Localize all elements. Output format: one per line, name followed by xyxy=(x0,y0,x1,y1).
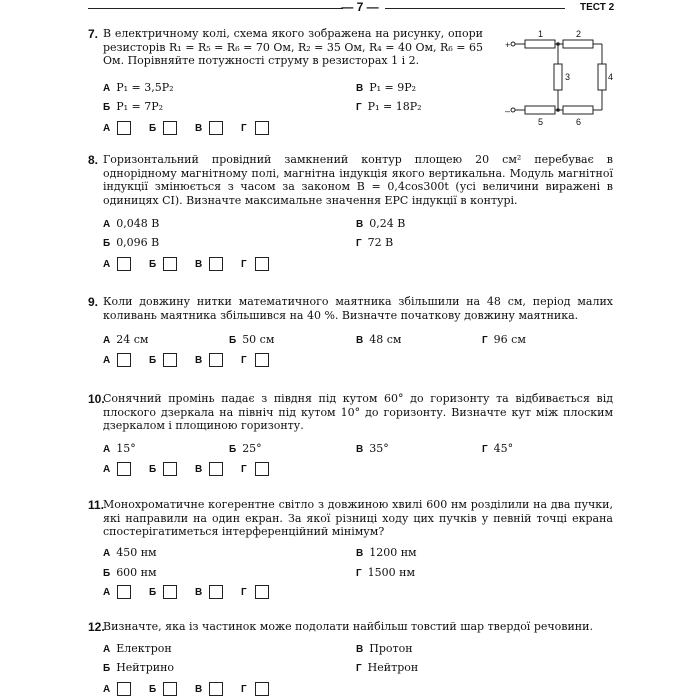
answer-choice xyxy=(149,257,177,271)
option-v: В P₁ = 9P₂ xyxy=(356,81,417,94)
answer-choice xyxy=(103,257,131,271)
option-b: Б 600 нм xyxy=(103,566,157,579)
resistor-1 xyxy=(525,40,555,48)
answer-choice xyxy=(149,585,177,599)
option-g: Г 45° xyxy=(482,442,514,455)
question-number: 9. xyxy=(88,295,99,309)
answer-checkbox[interactable] xyxy=(255,257,269,271)
answer-checkbox[interactable] xyxy=(209,585,223,599)
answer-letter: В xyxy=(195,463,203,475)
answer-checkbox[interactable] xyxy=(209,462,223,476)
option-g: Г 96 см xyxy=(482,333,526,346)
answer-letter: Б xyxy=(149,258,157,270)
option-b: Б 0,096 В xyxy=(103,236,160,249)
option-b: Б 50 см xyxy=(229,333,275,346)
option-g: Г P₁ = 18P₂ xyxy=(356,100,422,113)
answer-letter: Б xyxy=(149,354,157,366)
answer-checkbox[interactable] xyxy=(163,257,177,271)
answer-letter: Г xyxy=(241,354,247,366)
answer-letter: А xyxy=(103,463,111,475)
answer-checkbox[interactable] xyxy=(209,257,223,271)
answer-checkbox[interactable] xyxy=(117,585,131,599)
answer-letter: А xyxy=(103,683,111,695)
answer-checkbox[interactable] xyxy=(209,353,223,367)
answer-letter: Г xyxy=(241,463,247,475)
answer-letter: А xyxy=(103,586,111,598)
terminal-plus xyxy=(511,42,515,46)
answer-letter: В xyxy=(195,683,203,695)
answer-checkbox[interactable] xyxy=(163,585,177,599)
answer-choice xyxy=(195,462,223,476)
answer-choice xyxy=(149,121,177,135)
answer-letter: А xyxy=(103,122,111,134)
answer-choice xyxy=(195,257,223,271)
option-v: В 1200 нм xyxy=(356,546,417,559)
question-text: Монохроматичне когерентне світло з довжиною хвилі 600 нм розділили на два пучки, які направили на один екран. За якої різниці ходу цих пучків у певній точці екрана спостерігатиметься інтерференційний мінімум? xyxy=(103,498,613,538)
option-a: А 15° xyxy=(103,442,136,455)
answer-letter: А xyxy=(103,354,111,366)
option-a: А P₁ = 3,5P₂ xyxy=(103,81,174,94)
answer-choice xyxy=(103,462,131,476)
answer-letter: Б xyxy=(149,586,157,598)
label-r3: 3 xyxy=(565,72,571,82)
answer-checkbox[interactable] xyxy=(255,682,269,696)
answer-choice xyxy=(103,353,131,367)
option-b: Б 25° xyxy=(229,442,262,455)
question-text: В електричному колі, схема якого зображена на рисунку, опори резисторів R₁ = R₅ = R₆ = 70 Ом, R₂ = 35 Ом, R₄ = 40 Ом, R₆ = 65 Ом. Порівняйте потужності струму в резисторах 1 і 2. xyxy=(103,27,483,67)
circuit-diagram xyxy=(505,28,615,128)
answer-choice xyxy=(195,353,223,367)
answer-choice xyxy=(241,585,269,599)
answer-letter: Г xyxy=(241,122,247,134)
option-v: В 48 см xyxy=(356,333,402,346)
question-text: Визначте, яка із частинок може подолати найбільш товстий шар твердої речовини. xyxy=(103,620,593,633)
question-number: 12. xyxy=(88,620,105,634)
answer-checkbox[interactable] xyxy=(209,682,223,696)
answer-letter: Б xyxy=(149,122,157,134)
resistor-5 xyxy=(525,106,555,114)
question-text: Сонячний промінь падає з півдня під кутом 60° до горизонту та відбивається від плоского дзеркала на північ під кутом 10° до горизонту. Визначте кут між плоским дзеркалом і площиною горизонту. xyxy=(103,392,613,432)
answer-checkbox[interactable] xyxy=(163,682,177,696)
answer-choice xyxy=(241,257,269,271)
answer-letter: Б xyxy=(149,683,157,695)
answer-choice xyxy=(149,353,177,367)
label-r4: 4 xyxy=(608,72,614,82)
answer-checkbox[interactable] xyxy=(209,121,223,135)
answer-choice xyxy=(103,682,131,696)
question-number: 10. xyxy=(88,392,105,406)
answer-checkbox[interactable] xyxy=(117,257,131,271)
answer-choice xyxy=(103,585,131,599)
label-r5: 5 xyxy=(538,117,544,127)
label-r1: 1 xyxy=(538,29,544,39)
option-a: А Електрон xyxy=(103,642,172,655)
answer-checkbox[interactable] xyxy=(163,462,177,476)
answer-choice xyxy=(241,682,269,696)
option-a: А 24 см xyxy=(103,333,149,346)
answer-checkbox[interactable] xyxy=(255,121,269,135)
test-label: ТЕСТ 2 xyxy=(580,2,615,13)
label-r2: 2 xyxy=(576,29,582,39)
answer-letter: В xyxy=(195,586,203,598)
option-a: А 0,048 В xyxy=(103,217,160,230)
question-number: 8. xyxy=(88,153,99,167)
option-g: Г 1500 нм xyxy=(356,566,416,579)
answer-choice xyxy=(241,353,269,367)
question-number: 7. xyxy=(88,27,99,41)
question-number: 11. xyxy=(88,498,105,512)
option-g: Г 72 В xyxy=(356,236,394,249)
answer-checkbox[interactable] xyxy=(255,353,269,367)
resistor-2 xyxy=(563,40,593,48)
answer-letter: Г xyxy=(241,258,247,270)
answer-choice xyxy=(195,585,223,599)
label-minus: – xyxy=(505,106,511,116)
page-header xyxy=(0,0,700,16)
option-v: В Протон xyxy=(356,642,413,655)
answer-choice xyxy=(149,682,177,696)
answer-choice xyxy=(195,682,223,696)
answer-letter: В xyxy=(195,122,203,134)
answer-choice xyxy=(103,121,131,135)
answer-checkbox[interactable] xyxy=(117,682,131,696)
answer-checkbox[interactable] xyxy=(117,121,131,135)
answer-checkbox[interactable] xyxy=(255,585,269,599)
label-r6: 6 xyxy=(576,117,582,127)
answer-letter: Б xyxy=(149,463,157,475)
answer-letter: В xyxy=(195,258,203,270)
answer-letter: Г xyxy=(241,586,247,598)
answer-choice xyxy=(195,121,223,135)
option-b: Б P₁ = 7P₂ xyxy=(103,100,164,113)
option-v: В 35° xyxy=(356,442,389,455)
answer-checkbox[interactable] xyxy=(255,462,269,476)
answer-choice xyxy=(241,121,269,135)
option-a: А 450 нм xyxy=(103,546,157,559)
option-g: Г Нейтрон xyxy=(356,661,419,674)
option-v: В 0,24 В xyxy=(356,217,406,230)
answer-checkbox[interactable] xyxy=(117,462,131,476)
answer-checkbox[interactable] xyxy=(163,353,177,367)
answer-choice xyxy=(149,462,177,476)
answer-letter: Г xyxy=(241,683,247,695)
resistor-3 xyxy=(554,64,562,90)
header-rule-left xyxy=(88,8,343,9)
resistor-6 xyxy=(563,106,593,114)
header-rule-right xyxy=(385,8,565,9)
terminal-minus xyxy=(511,108,515,112)
question-text: Горизонтальний провідний замкнений контур площею 20 см² перебуває в однорідному магнітному полі, магнітна індукція якого вертикальна. Модуль магнітної індукції змінюється з часом за законом B = 0,4cos300t (усі величини виражені в одиницях СІ). Визначте максимальне значення ЕРС індукції в контурі. xyxy=(103,153,613,207)
answer-letter: В xyxy=(195,354,203,366)
label-plus: + xyxy=(505,40,511,50)
question-text: Коли довжину нитки математичного маятника збільшили на 48 см, період малих коливань маятника збільшився на 40 %. Визначте початкову довжину маятника. xyxy=(103,295,613,322)
answer-checkbox[interactable] xyxy=(117,353,131,367)
answer-letter: А xyxy=(103,258,111,270)
option-b: Б Нейтрино xyxy=(103,661,175,674)
page-number: — 7 — xyxy=(341,0,379,14)
resistor-4 xyxy=(598,64,606,90)
answer-choice xyxy=(241,462,269,476)
answer-checkbox[interactable] xyxy=(163,121,177,135)
